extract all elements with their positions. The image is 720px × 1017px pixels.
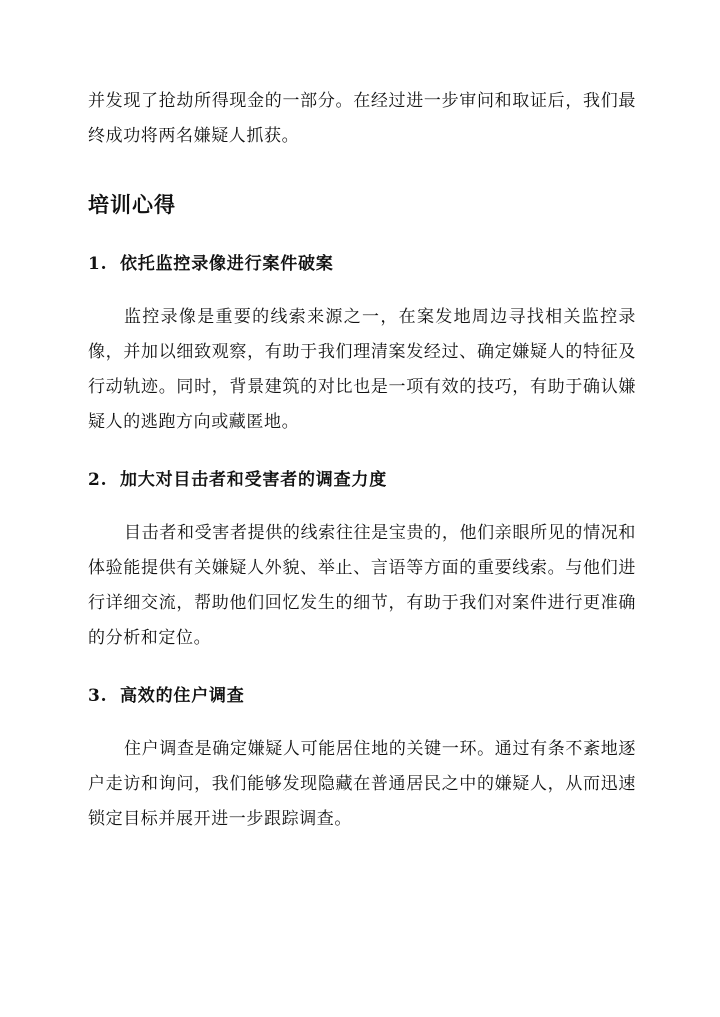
item-2-body: 目击者和受害者提供的线索往往是宝贵的，他们亲眼所见的情况和体验能提供有关嫌疑人外貌、举止、言语等方面的重要线索。与他们进行详细交流，帮助他们回忆发生的细节，有助于我们对案件进行更准确的分析和定位。: [88, 523, 636, 648]
item-1-heading-text: 依托监控录像进行案件破案: [120, 254, 334, 274]
item-1-heading: [88, 250, 636, 278]
item-3-heading: [88, 682, 636, 710]
item-1-number: 1.: [88, 254, 108, 274]
item-3-number: 3.: [88, 686, 108, 706]
document-page: [88, 84, 636, 837]
section-title: 培训心得: [88, 192, 176, 217]
item-3-body: 住户调查是确定嫌疑人可能居住地的关键一环。通过有条不紊地逐户走访和询问，我们能够发现隐藏在普通居民之中的嫌疑人，从而迅速锁定目标并展开进一步跟踪调查。: [88, 739, 636, 829]
item-2-heading-text: 加大对目击者和受害者的调查力度: [120, 470, 387, 490]
item-2: [88, 466, 636, 656]
intro-paragraph: 并发现了抢劫所得现金的一部分。在经过进一步审问和取证后，我们最终成功将两名嫌疑人抓获。: [88, 91, 636, 146]
item-1-body: 监控录像是重要的线索来源之一，在案发地周边寻找相关监控录像，并加以细致观察，有助于我们理清案发经过、确定嫌疑人的特征及行动轨迹。同时，背景建筑的对比也是一项有效的技巧，有助于确认嫌疑人的逃跑方向或藏匿地。: [88, 307, 636, 432]
item-3-heading-text: 高效的住户调查: [120, 686, 245, 706]
item-2-heading: [88, 466, 636, 494]
item-3: [88, 682, 636, 837]
item-2-number: 2.: [88, 470, 108, 490]
item-1: [88, 250, 636, 440]
